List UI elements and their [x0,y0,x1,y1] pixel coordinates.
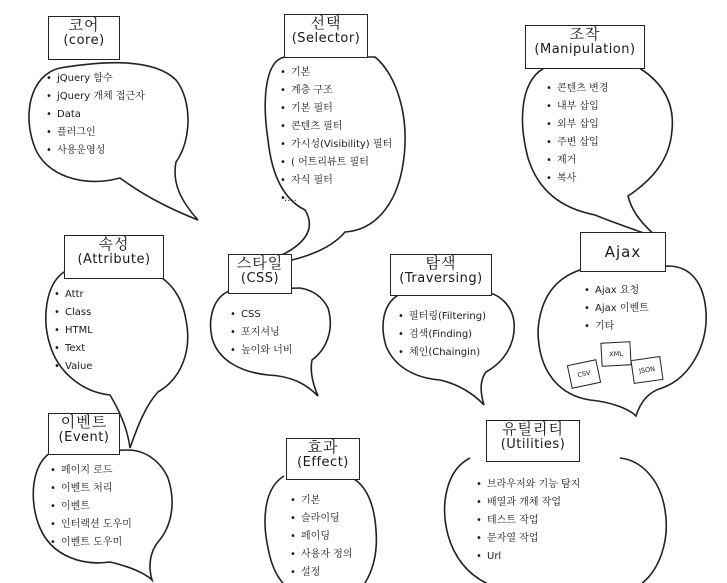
list-item: • 이벤트 [50,498,132,516]
group-traversing-items [398,308,486,362]
group-css-title: 스타일 [236,254,284,272]
ajax-xml-chip [600,341,631,367]
list-item: • 콘텐츠 필터 [280,118,392,136]
list-item: • 문자열 작업 [476,530,580,548]
group-attribute-label [64,235,164,279]
list-item: • jQuery 개체 접근자 [46,88,145,106]
group-attribute-items [54,286,93,376]
list-item: • Class [54,304,93,322]
group-core-subtitle: (core) [63,33,105,49]
group-attribute-title: 속성 [98,235,130,253]
list-item: • 기타 [584,318,649,336]
group-effect-title: 효과 [307,438,339,456]
list-item: • ( 어트리뷰트 필터 [280,154,392,172]
list-item: • 기본 필터 [280,100,392,118]
list-item: • 페이지 로드 [50,462,132,480]
group-utilities-label [486,420,580,462]
list-item: • 주변 삽입 [546,134,608,152]
list-item: • 설정 [290,564,352,582]
list-item: • 브라우저와 기능 탐지 [476,476,580,494]
list-item: • Url [476,548,580,566]
group-selector-label [284,14,368,58]
group-css-label [228,254,292,294]
list-item: • 가시성(Visibility) 필터 [280,136,392,154]
list-item: • 검색(Finding) [398,326,486,344]
group-utilities-items [476,476,580,566]
list-item-ellipsis: • .... [280,190,392,208]
list-item: • 이벤트 처리 [50,480,132,498]
list-item: • CSS [230,306,292,324]
group-ajax-label [580,232,666,272]
group-effect-subtitle: (Effect) [297,455,349,471]
list-item: • 높이와 너비 [230,342,292,360]
group-event-items [50,462,132,552]
list-item: • 사용운영성 [46,142,145,160]
group-selector-subtitle: (Selector) [291,31,361,47]
group-manipulation-subtitle: (Manipulation) [534,42,636,58]
group-event-title: 이벤트 [60,413,108,431]
list-item: • 복사 [546,170,608,188]
list-item: • jQuery 함수 [46,70,145,88]
list-item: • Data [46,106,145,124]
list-item: • Attr [54,286,93,304]
list-item: • HTML [54,322,93,340]
group-event-subtitle: (Event) [58,430,110,446]
ajax-csv-label: CSV [576,368,592,380]
list-item: • 계층 구조 [280,82,392,100]
group-manipulation-label [525,25,645,69]
list-item: • 콘텐츠 변경 [546,80,608,98]
list-item: • 플러그인 [46,124,145,142]
group-css-items [230,306,292,360]
group-utilities-subtitle: (Utilities) [500,437,566,453]
group-effect-label [286,438,360,480]
group-ajax-items [584,282,649,336]
list-item: • 포지셔닝 [230,324,292,342]
group-selector-title: 선택 [310,14,342,32]
ajax-xml-label: XML [608,349,624,359]
group-traversing-title: 탐색 [425,254,457,272]
group-traversing-label [390,254,492,296]
group-core-items [46,70,145,160]
list-item: • 제거 [546,152,608,170]
group-attribute-subtitle: (Attribute) [77,252,151,268]
list-item: • Ajax 요청 [584,282,649,300]
group-selector-items [280,64,392,208]
list-item: • 배열과 개체 작업 [476,494,580,512]
list-item: • 자식 필터 [280,172,392,190]
list-item: • 필터링(Filtering) [398,308,486,326]
list-item: • 슬라이딩 [290,510,352,528]
group-core-label [48,16,120,60]
list-item: • Ajax 이벤트 [584,300,649,318]
group-traversing-subtitle: (Traversing) [399,271,483,287]
list-item: • 외부 삽입 [546,116,608,134]
ajax-json-chip [630,356,663,384]
list-item: • 체인(Chaingin) [398,344,486,362]
list-item: • 이벤트 도우미 [50,534,132,552]
group-utilities-title: 유틸리티 [502,420,564,438]
list-item: • 내부 삽입 [546,98,608,116]
group-effect-items [290,492,352,582]
group-manipulation-title: 조작 [569,25,601,43]
group-manipulation-items [546,80,608,188]
group-css-subtitle: (CSS) [240,271,280,287]
group-core-title: 코어 [68,16,100,34]
ajax-json-label: JSON [638,364,656,376]
list-item: • 인터랙션 도우미 [50,516,132,534]
group-ajax-title: Ajax [604,243,642,261]
list-item: • Value [54,358,93,376]
group-event-label [48,413,120,455]
list-item: • 기본 [290,492,352,510]
list-item: • Text [54,340,93,358]
list-item: • 사용자 정의 [290,546,352,564]
list-item: • 테스트 작업 [476,512,580,530]
list-item: • 기본 [280,64,392,82]
list-item: • 페이딩 [290,528,352,546]
